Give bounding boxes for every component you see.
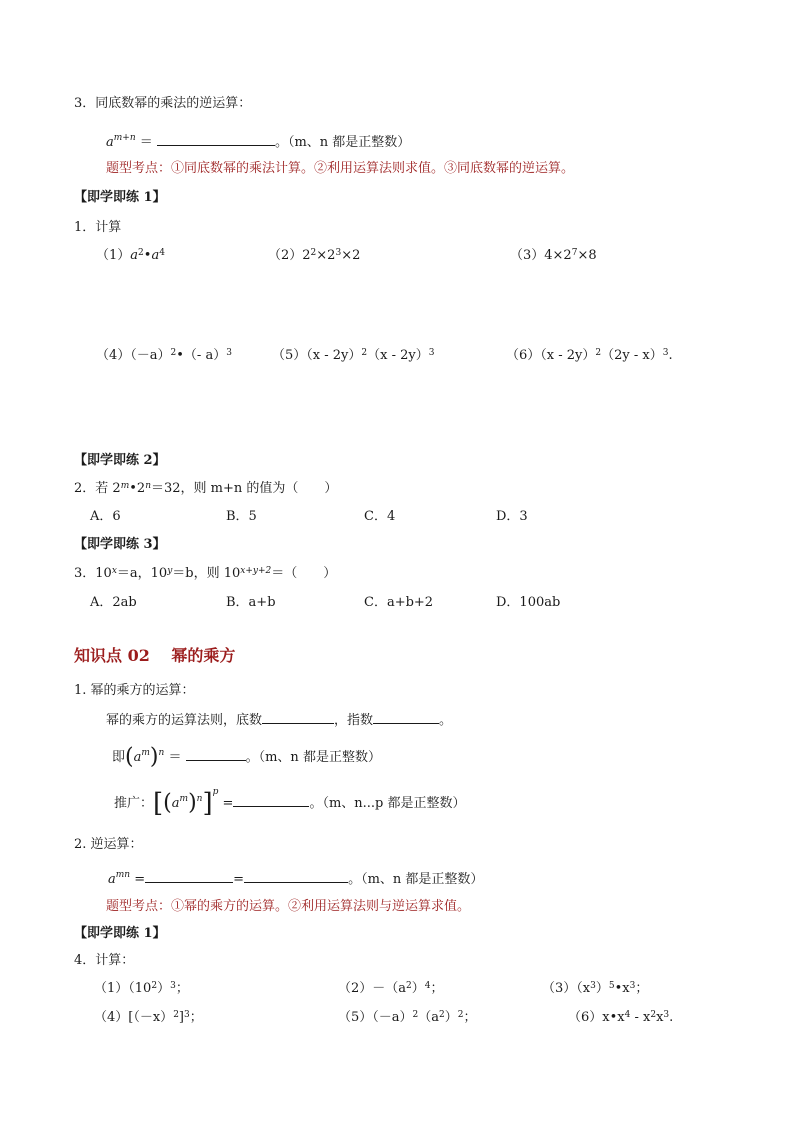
op: ×2 (341, 248, 361, 263)
exp: 3 (662, 348, 669, 358)
formula-note: 。（m、n 都是正整数） (348, 872, 484, 887)
right-bracket: ] (202, 788, 213, 819)
exp: 7 (571, 248, 578, 258)
exp: x (111, 566, 117, 576)
practice-label: 【即学即练 1】 (74, 926, 166, 941)
answer-blank[interactable] (186, 748, 246, 761)
exp: m (120, 481, 130, 491)
item-4-3 (542, 981, 648, 997)
item-prefix: （3）4×2 (510, 248, 572, 263)
expr: （3）（x (542, 981, 591, 996)
item-1-2 (268, 248, 360, 264)
formula-note: 。（m、n 都是正整数） (245, 750, 381, 765)
item-4-2 (338, 981, 444, 997)
expr: （6）x•x (568, 1010, 625, 1025)
left-paren: ( (125, 744, 134, 770)
option-d[interactable]: D．100ab (496, 595, 561, 610)
rule-text: ，指数 (334, 713, 374, 728)
expr: ） (595, 981, 609, 996)
q-text: ＝b，则 10 (172, 566, 241, 581)
exp: 3 (170, 981, 176, 991)
exp: 2 (173, 1010, 179, 1020)
exp: 2 (457, 1010, 464, 1020)
item-4-1 (94, 981, 189, 997)
expr: •x (614, 981, 630, 996)
exp-m: m (141, 748, 150, 758)
expr: ） (157, 981, 171, 996)
right-paren: ) (149, 744, 159, 770)
item-1-5 (272, 348, 434, 364)
exp-n: n (158, 748, 165, 758)
exp: 2 (595, 348, 602, 358)
expr: （5）（x - 2y） (272, 348, 362, 363)
exp-m: m (179, 794, 189, 804)
op: ×2 (316, 248, 336, 263)
exp: 5 (608, 981, 615, 991)
expr: （2）－（a (338, 981, 407, 996)
expr: . (669, 1010, 674, 1025)
option-b[interactable]: B．5 (226, 509, 257, 524)
q-text: 3．10 (74, 566, 112, 581)
ji-label: 即 (112, 750, 126, 765)
op: . (668, 348, 673, 363)
base-blank[interactable] (262, 711, 334, 724)
generalization-formula (114, 787, 466, 819)
inverse-power-formula (108, 870, 483, 888)
base-a: a (108, 872, 116, 887)
expr: （4）（－a） (96, 348, 171, 363)
item-1-1 (96, 248, 165, 264)
item-1-3 (510, 248, 597, 264)
expr: （5）（－a） (338, 1010, 413, 1025)
expr: - x (630, 1010, 651, 1025)
section-heading: 知识点 02 幂的乘方 (74, 646, 236, 665)
exp: 2 (170, 348, 177, 358)
exp: 2 (406, 981, 412, 991)
practice-label: 【即学即练 2】 (74, 453, 166, 468)
subsection-1-title: 1. 幂的乘方的运算： (74, 683, 195, 698)
exp: 2 (310, 248, 317, 258)
equals-sign: = (134, 872, 146, 887)
base-a: a (171, 796, 180, 811)
formula-note: 。（m、n...p 都是正整数） (309, 796, 466, 811)
exponent-blank[interactable] (373, 711, 439, 724)
option-b[interactable]: B．a+b (226, 595, 276, 610)
expr: ； (463, 1010, 477, 1025)
rule-text: 。 (439, 713, 453, 728)
exp: 3 (428, 348, 435, 358)
exp: 3 (226, 348, 232, 358)
q-text: •2 (129, 481, 146, 496)
q-text: 2．若 2 (74, 481, 121, 496)
inverse-formula (106, 133, 410, 151)
exp: 2 (650, 1010, 657, 1020)
equals-sign: = (222, 796, 234, 811)
exp: 3 (184, 1010, 190, 1020)
answer-blank-2[interactable] (244, 870, 348, 883)
expr: （1）（10 (94, 981, 152, 996)
q-text: ＝a，10 (116, 566, 168, 581)
exp: 3 (629, 981, 636, 991)
practice-label: 【即学即练 3】 (74, 537, 166, 552)
item-prefix: （1） (96, 248, 131, 263)
item-1-6 (506, 348, 673, 364)
question-1: 1．计算 (74, 220, 122, 235)
question-3 (74, 566, 336, 582)
expr: （2y - x） (601, 348, 663, 363)
expr: ） (444, 1010, 458, 1025)
expr: ； (635, 981, 649, 996)
item-4-4 (94, 1010, 203, 1026)
exp: y (167, 566, 173, 576)
var: a (130, 248, 139, 263)
left-bracket: [ (153, 788, 164, 819)
var: a (151, 248, 160, 263)
expr: ； (175, 981, 189, 996)
expr: （6）（x - 2y） (506, 348, 596, 363)
option-a[interactable]: A．6 (90, 509, 121, 524)
equals-sign: ＝ (139, 135, 153, 150)
question-2 (74, 481, 337, 497)
rule-text: 幂的乘方的运算法则，底数 (106, 713, 263, 728)
expr: ） (411, 981, 425, 996)
exp-m-plus-n: m+n (113, 133, 136, 143)
equals-sign: ＝ (168, 750, 182, 765)
base-a: a (133, 750, 142, 765)
option-c[interactable]: C．4 (364, 509, 396, 524)
op: ×8 (577, 248, 597, 263)
option-c[interactable]: C．a+b+2 (364, 595, 434, 610)
section-3-title: 3．同底数幂的乘法的逆运算： (74, 96, 252, 111)
exp: x+y+2 (240, 566, 272, 576)
q-text: ＝32，则 m+n 的值为（ ） (150, 481, 338, 496)
exp: 4 (624, 1010, 631, 1020)
answer-blank-1[interactable] (145, 870, 233, 883)
expr: •（- a） (176, 348, 227, 363)
item-prefix: （2）2 (268, 248, 311, 263)
op: • (143, 248, 152, 263)
exp: 2 (439, 1010, 445, 1020)
left-paren: ( (163, 790, 172, 816)
power-rule (106, 711, 452, 729)
generalization-label: 推广： (114, 796, 154, 811)
expr: （x - 2y） (367, 348, 429, 363)
exp: 2 (138, 248, 144, 258)
tip-line: 题型考点：①同底数幂的乘法计算。②利用运算法则求值。③同底数幂的逆运算。 (106, 161, 575, 176)
expr: （4）[（－x） (94, 1010, 174, 1025)
exp: 3 (663, 1010, 670, 1020)
exp-mn: mn (115, 870, 131, 880)
practice-label: 【即学即练 1】 (74, 190, 166, 205)
exp: 3 (335, 248, 342, 258)
exp: 3 (590, 981, 596, 991)
expr: （a (418, 1010, 440, 1025)
exp-p: p (212, 787, 219, 797)
power-formula (112, 744, 381, 770)
exp: n (145, 481, 151, 491)
exp: 2 (361, 348, 368, 358)
expr: ； (430, 981, 444, 996)
exp: 2 (151, 981, 158, 991)
equals-sign: = (233, 872, 245, 887)
exp: 4 (424, 981, 431, 991)
exp: 2 (412, 1010, 419, 1020)
item-4-5 (338, 1010, 477, 1026)
expr: x (656, 1010, 664, 1025)
answer-blank[interactable] (233, 794, 309, 807)
option-d[interactable]: D．3 (496, 509, 528, 524)
answer-blank[interactable] (157, 133, 275, 146)
formula-note: 。（m、n 都是正整数） (274, 135, 411, 150)
question-4: 4．计算： (74, 953, 135, 968)
right-paren: ) (188, 790, 197, 816)
item-1-4 (96, 348, 232, 364)
exp-n: n (196, 794, 203, 804)
subsection-2-title: 2. 逆运算： (74, 837, 143, 852)
item-4-6 (568, 1010, 673, 1026)
tip-line: 题型考点：①幂的乘方的运算。②利用运算法则与逆运算求值。 (106, 899, 471, 914)
expr: ] (178, 1010, 184, 1025)
option-a[interactable]: A．2ab (90, 595, 137, 610)
base-a: a (106, 135, 114, 150)
exp: 4 (159, 248, 165, 258)
expr: ； (189, 1010, 203, 1025)
q-text: ＝（ ） (271, 566, 337, 581)
